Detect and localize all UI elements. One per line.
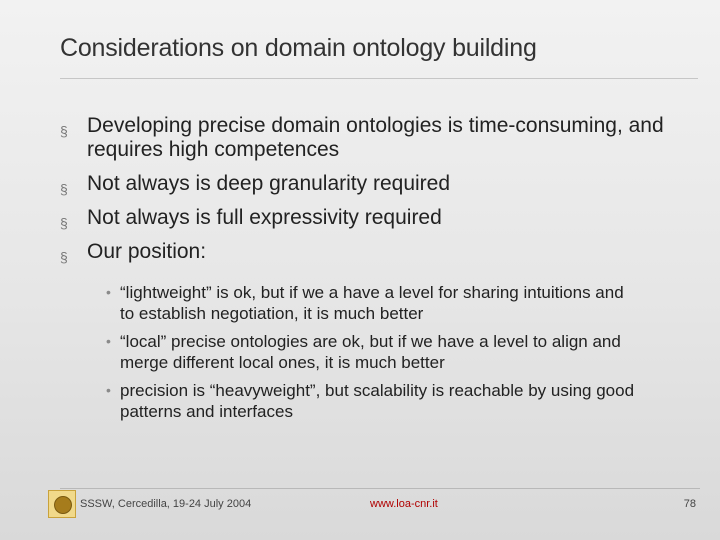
bullet-marker: § bbox=[60, 123, 68, 139]
bullet-list bbox=[60, 114, 690, 274]
sub-bullet-text: “lightweight” is ok, but if we a have a level for sharing intuitions and to establish negotiation, it is much better bbox=[120, 283, 624, 323]
footer-divider bbox=[60, 488, 700, 489]
bullet-item bbox=[60, 206, 690, 230]
sub-bullet-marker: • bbox=[106, 382, 111, 398]
bullet-text: Developing precise domain ontologies is time-consuming, and requires high competences bbox=[87, 114, 664, 161]
bullet-marker: § bbox=[60, 215, 68, 231]
sub-bullet-item bbox=[106, 282, 640, 324]
bullet-marker: § bbox=[60, 249, 68, 265]
bullet-text: Our position: bbox=[87, 240, 207, 263]
sub-bullet-marker: • bbox=[106, 333, 111, 349]
bullet-item bbox=[60, 172, 690, 196]
sub-bullet-marker: • bbox=[106, 284, 111, 300]
sub-bullet-text: precision is “heavyweight”, but scalability is reachable by using good patterns and interfaces bbox=[120, 381, 635, 421]
footer-event: SSSW, Cercedilla, 19-24 July 2004 bbox=[80, 498, 252, 510]
bullet-item bbox=[60, 114, 690, 162]
bullet-marker: § bbox=[60, 181, 68, 197]
title-divider bbox=[60, 78, 698, 79]
bullet-text: Not always is deep granularity required bbox=[87, 172, 451, 195]
page-number: 78 bbox=[683, 498, 696, 510]
sub-bullet-item bbox=[106, 380, 640, 422]
slide-title: Considerations on domain ontology building bbox=[60, 34, 537, 62]
bullet-text: Not always is full expressivity required bbox=[87, 206, 442, 229]
bullet-item bbox=[60, 240, 690, 264]
loa-logo-icon bbox=[48, 490, 76, 518]
sub-bullet-item bbox=[106, 331, 640, 373]
footer-url-link[interactable]: www.loa-cnr.it bbox=[370, 498, 438, 510]
logo-emblem-icon bbox=[54, 496, 72, 514]
sub-bullet-list bbox=[106, 282, 640, 429]
sub-bullet-text: “local” precise ontologies are ok, but if we have a level to align and merge different local ones, it is much better bbox=[120, 332, 621, 372]
